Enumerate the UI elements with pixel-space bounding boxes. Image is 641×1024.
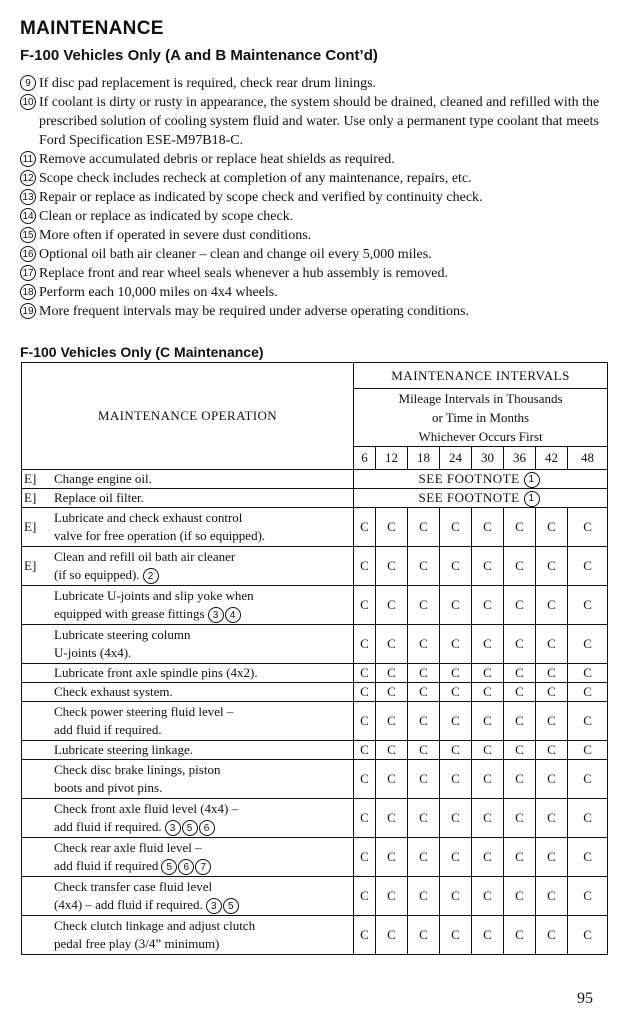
table-row (22, 683, 608, 702)
interval-mark-cell: C (536, 799, 568, 838)
interval-mark-cell: C (408, 916, 440, 955)
interval-mark-cell: C (536, 916, 568, 955)
table-row (22, 702, 608, 741)
interval-mark-cell: C (376, 741, 408, 760)
operation-line (54, 935, 353, 953)
interval-mark-cell: C (472, 702, 504, 741)
interval-mark-cell: C (504, 799, 536, 838)
footnote-ref-icon: 7 (195, 859, 211, 875)
operation-text (54, 548, 353, 584)
intervals-header: MAINTENANCE INTERVALS (354, 363, 608, 389)
operation-line-text: boots and pivot pins. (54, 780, 163, 795)
operation-line (54, 857, 353, 875)
interval-mark-cell: C (408, 702, 440, 741)
operation-line-text: add fluid if required (54, 857, 159, 873)
intervals-desc-line: Whichever Occurs First (418, 429, 543, 444)
interval-mark-cell: C (408, 741, 440, 760)
operation-line: Check disc brake linings, piston (54, 762, 221, 777)
footnote-refs (206, 898, 239, 914)
operation-line: Check clutch linkage and adjust clutch (54, 918, 256, 933)
footnote-text: Scope check includes recheck at completion of any maintenance, repairs, etc. (39, 171, 472, 186)
operation-cell (22, 916, 354, 955)
footnote-ref-icon: 3 (206, 898, 222, 914)
interval-mark-cell: C (472, 683, 504, 702)
interval-mark-cell: C (408, 683, 440, 702)
interval-mark-cell: C (536, 508, 568, 547)
interval-mark-cell: C (504, 877, 536, 916)
interval-mark-cell: C (354, 741, 376, 760)
table-row (22, 838, 608, 877)
interval-mark-cell: C (354, 664, 376, 683)
table-row (22, 508, 608, 547)
operation-line-text: add fluid if required. (54, 818, 162, 834)
interval-mark-cell: C (472, 586, 504, 625)
interval-mark-cell: C (504, 683, 536, 702)
interval-mark-cell: C (354, 799, 376, 838)
interval-mark-cell: C (354, 547, 376, 586)
interval-mark-cell: C (536, 683, 568, 702)
intervals-desc-line: or Time in Months (431, 410, 530, 425)
operation-text (54, 878, 353, 914)
footnote-ref-icon: 14 (20, 208, 36, 224)
interval-mark-cell: C (536, 547, 568, 586)
interval-mark-cell: C (504, 547, 536, 586)
engine-code-label: E] (24, 519, 37, 534)
interval-mark-cell: C (440, 664, 472, 683)
footnote-text: Optional oil bath air cleaner – clean and change oil every 5,000 miles. (39, 247, 432, 262)
operation-cell (22, 838, 354, 877)
operation-line-text: (4x4) – add fluid if required. (54, 896, 203, 912)
interval-mark-cell: C (376, 683, 408, 702)
interval-mark-cell: C (568, 702, 608, 741)
interval-mark-cell: C (354, 877, 376, 916)
footnote-item (20, 150, 620, 169)
table-row (22, 625, 608, 664)
interval-mark-cell: C (440, 741, 472, 760)
mileage-interval-header: 48 (568, 447, 608, 470)
see-footnote-cell (354, 489, 608, 508)
interval-mark-cell: C (568, 760, 608, 799)
operation-cell (22, 799, 354, 838)
interval-mark-cell: C (376, 508, 408, 547)
operation-line (54, 818, 353, 836)
interval-mark-cell: C (440, 916, 472, 955)
interval-mark-cell: C (408, 838, 440, 877)
operation-text (54, 626, 353, 662)
operation-text (54, 703, 353, 739)
footnote-item (20, 169, 620, 188)
footnote-text: Repair or replace as indicated by scope check and verified by continuity check. (39, 190, 483, 205)
table-row (22, 489, 608, 508)
footnote-text: If disc pad replacement is required, check rear drum linings. (39, 76, 377, 91)
operation-line-text: U-joints (4x4). (54, 645, 132, 660)
interval-mark-cell: C (440, 760, 472, 799)
interval-mark-cell: C (536, 760, 568, 799)
footnote-text: Replace front and rear wheel seals whenever a hub assembly is removed. (39, 266, 448, 281)
table-row (22, 741, 608, 760)
interval-mark-cell: C (536, 625, 568, 664)
table-row (22, 586, 608, 625)
footnote-refs (165, 820, 215, 836)
interval-mark-cell: C (376, 586, 408, 625)
interval-mark-cell: C (504, 625, 536, 664)
table-row (22, 664, 608, 683)
footnote-item (20, 245, 620, 264)
operation-text (54, 800, 353, 836)
interval-mark-cell: C (408, 625, 440, 664)
operation-line: Clean and refill oil bath air cleaner (54, 548, 236, 564)
interval-mark-cell: C (376, 838, 408, 877)
operation-line: Check power steering fluid level – (54, 704, 234, 719)
operation-line-text: pedal free play (3/4” minimum) (54, 936, 220, 951)
operation-cell (22, 547, 354, 586)
intervals-desc-line: Mileage Intervals in Thousands (398, 391, 563, 406)
operation-cell (22, 741, 354, 760)
mileage-interval-header: 24 (440, 447, 472, 470)
operation-text (54, 509, 353, 545)
interval-mark-cell: C (376, 877, 408, 916)
interval-mark-cell: C (504, 741, 536, 760)
interval-mark-cell: C (376, 916, 408, 955)
operation-text (54, 470, 353, 488)
footnote-item (20, 302, 620, 321)
interval-mark-cell: C (440, 586, 472, 625)
interval-mark-cell: C (376, 799, 408, 838)
interval-mark-cell: C (440, 547, 472, 586)
table-section-title: F-100 Vehicles Only (C Maintenance) (20, 344, 264, 360)
operation-line: Replace oil filter. (54, 490, 144, 505)
interval-mark-cell: C (472, 799, 504, 838)
interval-mark-cell: C (568, 799, 608, 838)
see-footnote-text: SEE FOOTNOTE (418, 471, 520, 486)
interval-mark-cell: C (536, 586, 568, 625)
interval-mark-cell: C (568, 508, 608, 547)
see-footnote-text: SEE FOOTNOTE (418, 490, 520, 505)
footnote-ref-icon: 5 (223, 898, 239, 914)
footnote-item (20, 93, 620, 150)
interval-mark-cell: C (504, 586, 536, 625)
operation-line (54, 779, 353, 797)
footnote-text: More often if operated in severe dust conditions. (39, 228, 312, 243)
footnote-item (20, 188, 620, 207)
interval-mark-cell: C (504, 508, 536, 547)
footnote-ref-icon: 16 (20, 246, 36, 262)
operation-cell (22, 508, 354, 547)
engine-code-label: E] (24, 557, 37, 573)
operation-cell (22, 664, 354, 683)
operation-text (54, 839, 353, 875)
operation-line (54, 527, 353, 545)
table-row (22, 877, 608, 916)
operation-text (54, 741, 353, 759)
operation-line: Lubricate U-joints and slip yoke when (54, 587, 254, 603)
footnote-ref-icon: 6 (199, 820, 215, 836)
interval-mark-cell: C (568, 664, 608, 683)
interval-mark-cell: C (440, 683, 472, 702)
interval-mark-cell: C (408, 799, 440, 838)
mileage-interval-header: 30 (472, 447, 504, 470)
page-number: 95 (577, 990, 593, 1007)
footnote-item (20, 226, 620, 245)
operation-line: Check rear axle fluid level – (54, 839, 202, 855)
footnote-ref-icon: 10 (20, 94, 36, 110)
operation-line (54, 605, 353, 623)
operation-text (54, 664, 353, 682)
interval-mark-cell: C (568, 625, 608, 664)
mileage-interval-header: 12 (376, 447, 408, 470)
footnote-ref-icon: 5 (182, 820, 198, 836)
operation-text (54, 587, 353, 623)
operation-line-text: (if so equipped). (54, 566, 140, 582)
interval-mark-cell: C (568, 683, 608, 702)
operation-line: Lubricate steering column (54, 627, 191, 642)
footnote-ref-icon: 6 (178, 859, 194, 875)
mileage-interval-header: 6 (354, 447, 376, 470)
footnote-text: If coolant is dirty or rusty in appearance, the system should be drained, cleaned and refilled with the prescribed solution of cooling system fluid and water. Use only a permanent type coolant that meets Ford Specification ESE-M97B18-C. (39, 95, 600, 148)
interval-mark-cell: C (354, 683, 376, 702)
maintenance-table (21, 362, 608, 955)
interval-mark-cell: C (376, 625, 408, 664)
footnote-ref-icon: 13 (20, 189, 36, 205)
operation-line (54, 566, 353, 584)
interval-mark-cell: C (376, 664, 408, 683)
interval-mark-cell: C (408, 760, 440, 799)
interval-mark-cell: C (354, 760, 376, 799)
footnote-text: More frequent intervals may be required under adverse operating conditions. (39, 304, 469, 319)
operation-cell (22, 470, 354, 489)
interval-mark-cell: C (568, 586, 608, 625)
footnote-item (20, 74, 620, 93)
operation-line: Change engine oil. (54, 471, 152, 486)
table-row (22, 760, 608, 799)
table-row (22, 916, 608, 955)
interval-mark-cell: C (440, 838, 472, 877)
footnote-ref-icon: 12 (20, 170, 36, 186)
interval-mark-cell: C (568, 916, 608, 955)
interval-mark-cell: C (472, 838, 504, 877)
section-subtitle: F-100 Vehicles Only (A and B Maintenance Cont’d) (20, 47, 378, 64)
interval-mark-cell: C (536, 702, 568, 741)
footnote-ref-icon: 18 (20, 284, 36, 300)
interval-mark-cell: C (354, 916, 376, 955)
interval-mark-cell: C (354, 586, 376, 625)
footnote-refs (208, 607, 241, 623)
footnote-ref-icon: 19 (20, 303, 36, 319)
table-row (22, 547, 608, 586)
see-footnote-cell (354, 470, 608, 489)
interval-mark-cell: C (440, 625, 472, 664)
mileage-interval-header: 18 (408, 447, 440, 470)
interval-mark-cell: C (408, 547, 440, 586)
interval-mark-cell: C (568, 741, 608, 760)
footnote-refs (161, 859, 211, 875)
operation-line (54, 644, 353, 662)
operation-cell (22, 489, 354, 508)
footnote-ref-icon: 2 (143, 568, 159, 584)
footnote-ref-icon: 15 (20, 227, 36, 243)
interval-mark-cell: C (354, 838, 376, 877)
footnote-text: Clean or replace as indicated by scope check. (39, 209, 294, 224)
operation-text (54, 917, 353, 953)
interval-mark-cell: C (376, 702, 408, 741)
interval-mark-cell: C (504, 664, 536, 683)
interval-mark-cell: C (408, 586, 440, 625)
operation-cell (22, 877, 354, 916)
footnote-ref-icon: 5 (161, 859, 177, 875)
interval-mark-cell: C (504, 916, 536, 955)
footnotes-list (20, 74, 620, 321)
interval-mark-cell: C (472, 508, 504, 547)
interval-mark-cell: C (354, 625, 376, 664)
footnote-refs (143, 568, 159, 584)
footnote-ref-icon: 1 (524, 472, 540, 488)
interval-mark-cell: C (376, 760, 408, 799)
interval-mark-cell: C (568, 547, 608, 586)
interval-mark-cell: C (440, 799, 472, 838)
interval-mark-cell: C (504, 702, 536, 741)
interval-mark-cell: C (472, 625, 504, 664)
table-row (22, 470, 608, 489)
interval-mark-cell: C (440, 877, 472, 916)
interval-mark-cell: C (408, 664, 440, 683)
operation-text (54, 761, 353, 797)
intervals-description (354, 389, 608, 447)
interval-mark-cell: C (568, 877, 608, 916)
interval-mark-cell: C (568, 838, 608, 877)
interval-mark-cell: C (440, 702, 472, 741)
mileage-interval-header: 36 (504, 447, 536, 470)
interval-mark-cell: C (472, 916, 504, 955)
operation-cell (22, 760, 354, 799)
footnote-ref-icon: 9 (20, 75, 36, 91)
operation-text (54, 683, 353, 701)
footnote-ref-icon: 3 (165, 820, 181, 836)
interval-mark-cell: C (472, 760, 504, 799)
interval-mark-cell: C (354, 508, 376, 547)
footnote-ref-icon: 17 (20, 265, 36, 281)
page-title: MAINTENANCE (20, 18, 164, 39)
footnote-ref-icon: 4 (225, 607, 241, 623)
interval-mark-cell: C (376, 547, 408, 586)
interval-mark-cell: C (504, 838, 536, 877)
operation-column-header: MAINTENANCE OPERATION (22, 363, 354, 470)
interval-mark-cell: C (408, 508, 440, 547)
operation-cell (22, 683, 354, 702)
mileage-interval-header: 42 (536, 447, 568, 470)
footnote-ref-icon: 11 (20, 151, 36, 167)
operation-cell (22, 702, 354, 741)
footnote-item (20, 207, 620, 226)
operation-line: Lubricate steering linkage. (54, 742, 193, 757)
operation-line: Check transfer case fluid level (54, 878, 213, 894)
operation-line: Lubricate and check exhaust control (54, 510, 243, 525)
footnote-text: Remove accumulated debris or replace heat shields as required. (39, 152, 395, 167)
table-row (22, 799, 608, 838)
footnote-ref-icon: 1 (524, 491, 540, 507)
interval-mark-cell: C (472, 547, 504, 586)
interval-mark-cell: C (354, 702, 376, 741)
interval-mark-cell: C (536, 877, 568, 916)
operation-cell (22, 586, 354, 625)
engine-code-label: E] (24, 471, 37, 486)
operation-line (54, 896, 353, 914)
operation-line (54, 721, 353, 739)
interval-mark-cell: C (536, 838, 568, 877)
operation-text (54, 489, 353, 507)
footnote-ref-icon: 3 (208, 607, 224, 623)
engine-code-label: E] (24, 490, 37, 505)
interval-mark-cell: C (472, 741, 504, 760)
interval-mark-cell: C (472, 877, 504, 916)
operation-line: Check front axle fluid level (4x4) – (54, 800, 239, 816)
operation-line: Lubricate front axle spindle pins (4x2). (54, 665, 258, 680)
interval-mark-cell: C (472, 664, 504, 683)
interval-mark-cell: C (536, 741, 568, 760)
operation-cell (22, 625, 354, 664)
footnote-text: Perform each 10,000 miles on 4x4 wheels. (39, 285, 278, 300)
operation-line-text: equipped with grease fittings (54, 605, 205, 621)
interval-mark-cell: C (536, 664, 568, 683)
operation-line: Check exhaust system. (54, 684, 173, 699)
interval-mark-cell: C (408, 877, 440, 916)
interval-mark-cell: C (504, 760, 536, 799)
interval-mark-cell: C (440, 508, 472, 547)
footnote-item (20, 283, 620, 302)
operation-line-text: add fluid if required. (54, 722, 162, 737)
footnote-item (20, 264, 620, 283)
operation-line-text: valve for free operation (if so equipped). (54, 528, 266, 543)
